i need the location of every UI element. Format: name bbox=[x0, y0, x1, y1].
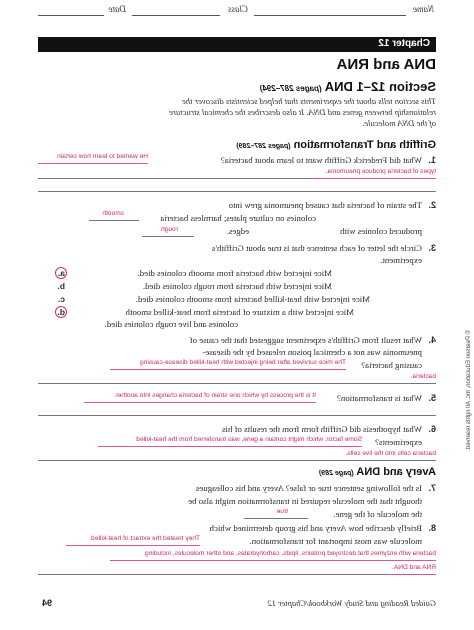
avery-pages: (page 289) bbox=[319, 470, 354, 477]
q2-answer-rough[interactable]: rough bbox=[161, 226, 178, 233]
q3-letter-c[interactable]: c. bbox=[57, 294, 65, 304]
q3-option-a: Mice injected with bacteria from smooth colonies died. bbox=[137, 268, 332, 278]
q1-number: 1. bbox=[428, 155, 436, 165]
griffith-pages: (pages 287–289) bbox=[236, 143, 291, 150]
chapter-bar bbox=[38, 37, 436, 52]
q3-line-2: experiment. bbox=[380, 255, 422, 265]
intro-line-3: of the DNA molecule. bbox=[362, 118, 436, 128]
q6-number: 6. bbox=[428, 424, 436, 434]
q2-line-3b: edges. bbox=[226, 226, 249, 236]
q7-line-2: thought that the molecule required in transformation might also be bbox=[188, 496, 422, 506]
q4-answer-1[interactable]: The mice survived after being injected with heat-killed disease-causing bbox=[140, 359, 346, 366]
griffith-heading bbox=[236, 139, 436, 151]
q4-line-2: pneumonia was not a chemical poison released by the disease- bbox=[202, 347, 422, 357]
footer-text: Guided Reading and Study Workbook/Chapter 12 bbox=[267, 598, 436, 608]
copyright-notice: © Pearson Education, Inc. All rights reserved. bbox=[466, 330, 472, 451]
page-title: DNA and RNA bbox=[336, 56, 436, 73]
section-intro bbox=[169, 96, 436, 129]
q4-number: 4. bbox=[428, 335, 436, 345]
name-line[interactable] bbox=[254, 15, 406, 16]
q6-line-2: experiments? bbox=[375, 437, 422, 447]
q1-answer-line-2b bbox=[38, 178, 314, 179]
q8-answer-line-2 bbox=[110, 560, 436, 561]
q6-answer-line-1 bbox=[98, 446, 362, 447]
q1-answer-line-2a bbox=[314, 178, 436, 179]
q2-blank-2 bbox=[142, 236, 194, 237]
intro-line-2: relationship between genes and DNA. It also describes the chemical structure bbox=[169, 107, 436, 117]
q5-number: 5. bbox=[428, 393, 436, 403]
intro-line-1: This section tells about the experiments that helped scientists discover the bbox=[182, 96, 436, 106]
q1-answer-2[interactable]: types of bacteria produce pneumonia. bbox=[325, 168, 436, 175]
q5-extra-line bbox=[38, 415, 436, 416]
q8-line-2: molecule was most important for transformation. bbox=[249, 536, 422, 546]
q7-answer[interactable]: true bbox=[276, 508, 288, 515]
q3-letter-d[interactable]: d. bbox=[57, 307, 65, 317]
page-number: 94 bbox=[41, 598, 52, 608]
q4-answer-2[interactable]: bacteria. bbox=[410, 373, 436, 380]
q6-line-1: What hypothesis did Griffith form from the results of his bbox=[222, 424, 422, 434]
q8-answer-line-3a bbox=[388, 574, 436, 575]
q5-text: What is transformation? bbox=[336, 393, 422, 403]
q2-number: 2. bbox=[428, 200, 436, 210]
q8-answer-line-3b bbox=[38, 574, 388, 575]
q1-answer-line-1 bbox=[38, 163, 148, 164]
q5-answer-line bbox=[84, 402, 316, 403]
q3-letter-b[interactable]: b. bbox=[57, 281, 65, 291]
name-label: Name bbox=[413, 4, 434, 14]
avery-heading bbox=[319, 466, 436, 478]
section-title: Section 12–1 DNA bbox=[325, 79, 436, 94]
q3-number: 3. bbox=[428, 243, 436, 253]
q7-line-1: Is the following sentence true or false? Avery and his colleagues bbox=[195, 483, 422, 493]
q3-option-c: Mice injected with heat-killed bacteria from smooth colonies died. bbox=[135, 294, 370, 304]
q8-answer-line-1 bbox=[66, 545, 200, 546]
class-line[interactable] bbox=[132, 15, 220, 16]
class-label: Class bbox=[227, 4, 248, 14]
date-label: Date bbox=[108, 4, 126, 14]
avery-title: Avery and DNA bbox=[356, 466, 436, 478]
q3-option-d-line-2: colonies and live rough colonies died. bbox=[104, 319, 238, 329]
q1-text: What did Frederick Griffith want to learn about bacteria? bbox=[220, 155, 422, 165]
q3-option-d-line-1: Mice injected with a mixture of bacteria from heat-killed smooth bbox=[125, 307, 354, 317]
q8-answer-1[interactable]: They treated the extract of heat-killed bbox=[91, 535, 200, 542]
q3-line-1: Circle the letter of each sentence that is true about Griffith's bbox=[211, 243, 422, 253]
section-pages: (pages 287–294) bbox=[259, 84, 322, 93]
date-line[interactable] bbox=[38, 15, 104, 16]
q6-answer-line-2 bbox=[38, 460, 436, 461]
q1-answer-1[interactable]: He wanted to learn how certain bbox=[57, 153, 148, 160]
q4-line-3: causing bacteria? bbox=[361, 360, 422, 370]
section-heading bbox=[260, 79, 436, 94]
q4-answer-line-1 bbox=[110, 369, 346, 370]
q8-number: 8. bbox=[428, 523, 436, 533]
q2-line-3a: produced colonies with bbox=[339, 226, 422, 236]
q8-answer-2[interactable]: bacteria with enzymes that destroyed proteins, lipids, carbohydrates, and other molecules, including bbox=[144, 550, 436, 557]
q2-line-1: The strain of bacteria that caused pneumonia grew into bbox=[228, 200, 422, 210]
q8-answer-3[interactable]: RNA and DNA. bbox=[392, 564, 436, 571]
q2-line-2: colonies on culture plates; harmless bacteria bbox=[160, 213, 316, 223]
q3-letter-a[interactable]: a. bbox=[57, 268, 65, 278]
q5-answer[interactable]: It is the process by which one strain of bacteria changes into another. bbox=[114, 392, 316, 399]
q7-blank bbox=[244, 518, 308, 519]
griffith-title: Griffith and Transformation bbox=[293, 139, 436, 151]
chapter-label: Chapter 12 bbox=[378, 38, 430, 49]
q2-answer-smooth[interactable]: smooth bbox=[102, 210, 124, 217]
q7-line-3: the molecule of the gene. bbox=[333, 509, 422, 519]
q3-option-b: Mice injected with bacteria from rough colonies died. bbox=[142, 281, 332, 291]
q7-number: 7. bbox=[428, 483, 436, 493]
q2-blank-1 bbox=[89, 220, 139, 221]
q6-answer-2[interactable]: bacteria cells into the live cells. bbox=[345, 450, 436, 457]
q1-answer-line-3 bbox=[38, 191, 436, 192]
q6-answer-1[interactable]: Some factor, which might contain a gene, was transferred from the heat-killed bbox=[136, 436, 362, 443]
q8-line-1: Briefly describe how Avery and his group determined which bbox=[209, 523, 422, 533]
q4-line-1: What result from Griffith's experiment suggested that the cause of bbox=[189, 335, 422, 345]
q4-answer-line-2 bbox=[38, 383, 436, 384]
